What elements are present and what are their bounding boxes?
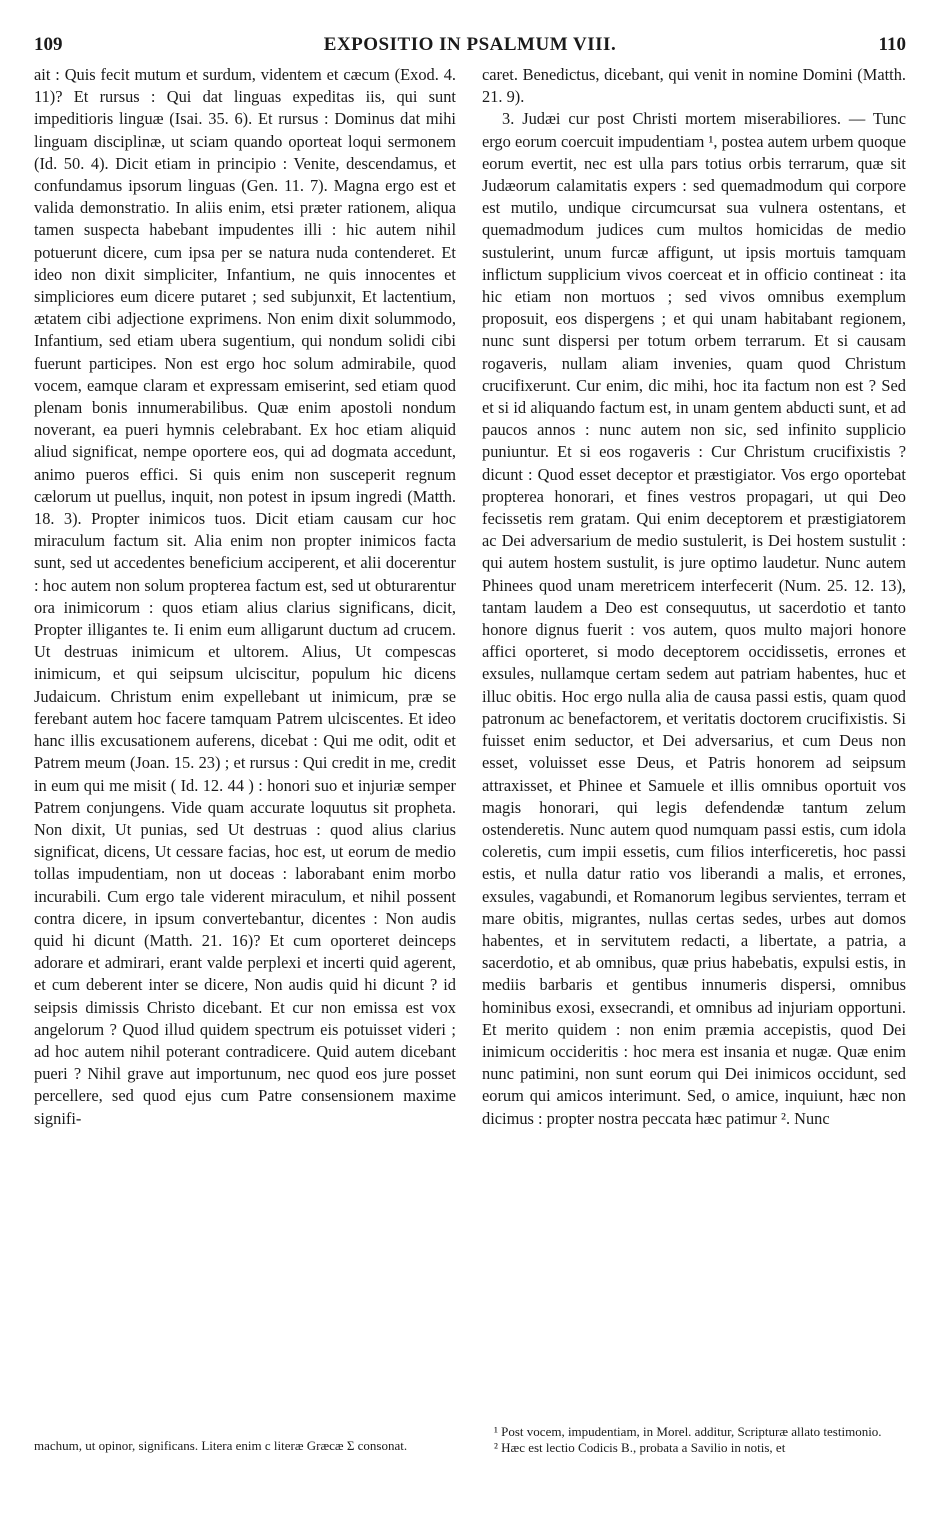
left-footnote-text: machum, ut opinor, significans. Litera enim c literæ Græcæ Σ consonat. <box>34 1438 408 1453</box>
footnote-1: ¹ Post vocem, impudentiam, in Morel. additur, Scripturæ allato testimonio. <box>494 1424 882 1439</box>
page-header <box>34 34 906 62</box>
right-column-paragraph-1: caret. Benedictus, dicebant, qui venit in nomine Domini (Matth. 21. 9). <box>482 65 906 107</box>
footnote-2: ² Hæc est lectio Codicis B., probata a Savilio in notis, et <box>494 1439 786 1455</box>
left-column-text: ait : Quis fecit mutum et surdum, videntem et cæcum (Exod. 4. 11)? Et rursus : Qui dat linguas expeditas iis, qui sunt impeditioris linguæ (Isai. 35. 6). Et rursus : Dominus dat mihi linguam disciplinæ, ut sciam quando oporteat loqui sermonem (Id. 50. 4). Dicit etiam in principio : Venite, descendamus, et confundamus ipsorum linguas (Gen. 11. 7). Magna ergo est et valida demonstratio. In aliis enim, etsi præter rationem, aliqua tamen suspecta habebant impudentes illi : hic autem nihil potuerunt dicere, cum ipsa per se natura nuda contenderet. Et ideo non dixit simpliciter, Infantium, ne quis innocentes et simpliciores eum dicere putaret ; sed subjunxit, Et lactentium, ætatem cibi adjectione exprimens. Non enim dixit solummodo, Infantium, sed etiam ubera sugentium, qui nondum solidi cibi fuerunt participes. Non est ergo hoc solum admirabile, quod vocem, eamque claram et expressam emiserint, sed etiam quod plenam bonis innumerabilibus. Quæ enim apostoli nondum noverant, ea pueri hymnis celebrabant. Ex hoc etiam aliquid aliud significat, nempe oportere eos, qui ad dogmata accedunt, animo pueros effici. Si quis enim non susceperit regnum cælorum ut puellus, inquit, non potest in ipsum ingredi (Matth. 18. 3). Propter inimicos tuos. Dicit etiam causam cur hoc miraculum factum sit. Alia enim non propter inimicos facta sunt, sed ut accedentes beneficium acciperent, et alii docerentur : hoc autem non solum propterea factum est, sed ut obturarentur ora inimicorum : quos etiam alius clarius significans, dicit, Propter illigantes te. Ii enim eum alligarunt ductum ad crucem. Ut destruas inimicum et ultorem. Alius, Ut compescas inimicum, et qui seipsum ulciscitur, populum hic dicens Judaicum. Christum enim expellebant ut inimicum, præ se ferebant autem hoc facere tamquam Patrem ulciscentes. Et ideo hanc illis excusationem auferens, dicebat : Qui me odit, odit et Patrem meum (Joan. 15. 23) ; et rursus : Qui credit in me, credit in eum qui me misit ( Id. 12. 44 ) : honori suo et injuriæ semper Patrem conjungens. Vide quam accurate loquutus sit propheta. Non dixit, Ut punias, sed Ut destruas : quod alius clarius significat, dicens, Ut cessare facias, hoc est, ut eorum de medio tollas impudentiam, non ut doceas : laborabant enim morbo incurabili. Cum ergo tale viderent miraculum, et nihil possent contra dicere, in ipsum convertebantur, dicentes : Non audis quid hi dicunt (Matth. 21. 16)? Et cum oporteret deinceps adorare et admirari, erant valde perplexi et incerti quid agerent, et cum deberent inter se dicere, Non audis quid hi dicunt ? id seipsis dimissis Christo dicebant. Et cur non emissa est vox angelorum ? Quod illud quidem spectrum eis potuisset videri ; ad hoc autem nihil poterant contradicere. Quid autem dicebant pueri ? Nihil grave aut importunum, nec quod eos jure posset percellere, sed quod ejus cum Patre consensionem maxime signifi- <box>34 65 456 1128</box>
left-column <box>34 64 456 1130</box>
right-column-paragraph-2: 3. Judæi cur post Christi mortem miserabiliores. — Tunc ergo eorum coercuit impudentiam ¹, postea autem urbem quoque eorum evertit, nec est ulla pars totius orbis terrarum, quæ sit Judæorum calamitatis expers : sed quemadmodum qui corpore est mutilo, undique circumcursat sua vulnera ostentans, et quemadmodum judices cum multos homicidas de medio sustulerint, unum furcæ affigunt, ut ipsis mortuis tamquam inflictum supplicium vivos coerceat et in officio contineat : ita hic etiam non mortuos ; sed vivos omnibus exemplum proposuit, eos dispergens ; et qui unam habitabant regionem, nunc sunt dispersi per totum orbem terrarum. Et si causam rogaveris, nullam aliam invenies, quam quod Christum crucifixerunt. Cur enim, dic mihi, hoc ita factum non est ? Sed et si id aliquando factum est, in unam gentem abducti sunt, et ad paucos annos : nunc autem non sic, sed infinito supplicio puniuntur. Et si eos rogaveris : Cur Christum crucifixistis ? dicunt : Quod esset deceptor et præstigiator. Vos ergo oportebat propterea honorari, et fines vestros propagari, ut qui Deo fecissetis rem gratam. Qui enim deceptorem et præstigiatorem ac Dei adversarium de medio sustulerit, is Dei hostem sustulit : qui autem hostem sustulit, is jure optimo laudetur. Nunc autem Phinees quod unam meretricem interfecerit (Num. 25. 12. 13), tantam laudem a Deo est consequutus, ut sacerdotio et tanto honore dignus fuerit : vos autem, quos multo majori honore affici oporteret, si modo deceptorem occidissetis, errones et exsules, nullamque certam sedem aut patriam habentes, huc et illuc obitis. Hoc ergo nulla alia de causa passi estis, quam quod patronum ac benefactorem, et veritatis doctorem crucifixistis. Si fuisset enim seductor, et Dei adversarius, et cum Deus non esset, voluisset esse Deus, et Patris honorem ad seipsum attraxisset, et Phinee et Samuele et illis omnibus oportuit vos magis honorari, qui legis defendendæ tantum zelum ostenderetis. Nunc autem quod numquam passi estis, cum idola coleretis, cum impii essetis, cum filios interficeretis, hoc passi estis, et nulla datur ratio vos liberandi a malis, et errones, exsules, vagabundi, et Romanorum legibus servientes, terram et mare obitis, migrantes, nullas certas sedes, urbes aut domos habentes, et in servitutem redacti, a libertate, a patria, a sacerdotio, et ab omnibus, quæ prius habebatis, expulsi estis, in mediis barbaris et gentibus innumeris dispersi, omnibus hominibus exosi, exsecrandi, et omnibus ad injuriam opportuni. Et merito quidem : non enim præmia accepistis, quod Dei inimicum occideritis : hoc mera est insania et nugæ. Quæ enim nunc patimini, non sunt eorum qui Dei inimicos occidunt, sed eorum qui amicos interimunt. Sed, o amice, inquiunt, hæc non dicimus : propter nostra peccata hæc patimur ². Nunc <box>482 109 906 1128</box>
running-title: EXPOSITIO IN PSALMUM VIII. <box>323 34 617 55</box>
page-number-left: 109 <box>34 34 63 55</box>
right-footnotes <box>482 1424 906 1455</box>
page-number-right: 110 <box>878 34 906 55</box>
right-column <box>482 64 906 1130</box>
left-footnote <box>34 1438 456 1454</box>
